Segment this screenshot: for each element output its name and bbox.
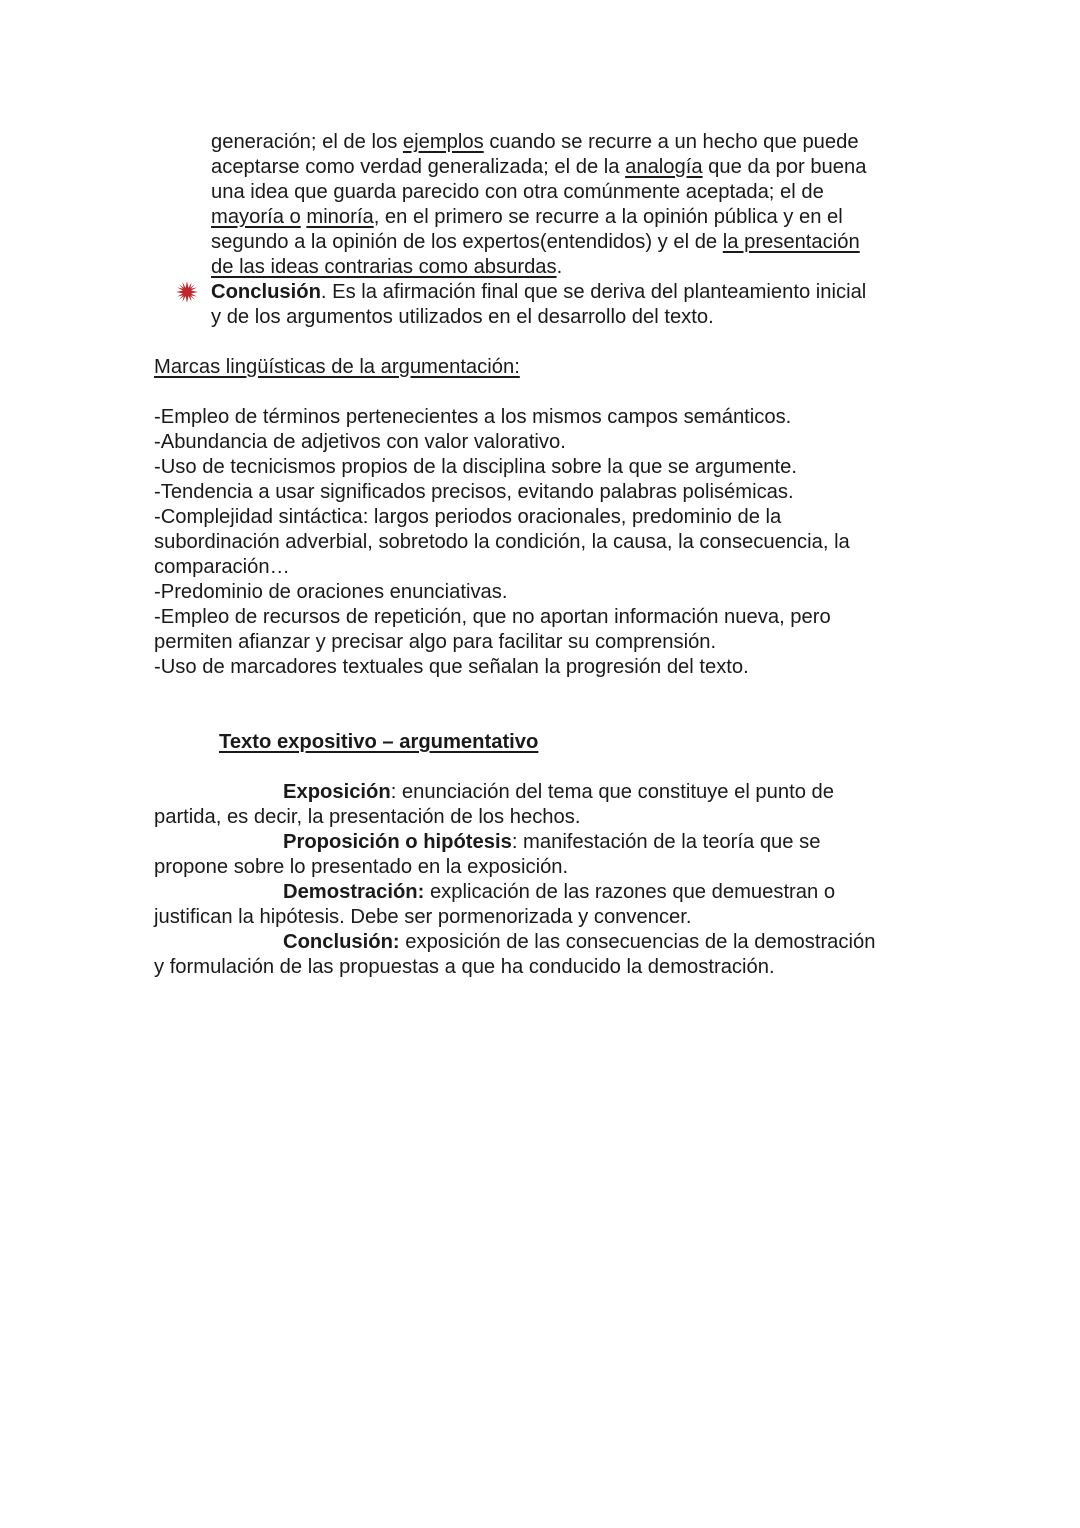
expositivo-item: Exposición: enunciación del tema que constituye el punto de (283, 781, 835, 803)
list-item: -Tendencia a usar significados precisos, evitando palabras polisémicas. (154, 481, 794, 503)
conclusion-item-continuation: y de los argumentos utilizados en el desarrollo del texto. (211, 306, 714, 328)
section-title-expositivo: Texto expositivo – argumentativo (219, 731, 539, 753)
expositivo-item: Proposición o hipótesis: manifestación de la teoría que se (283, 831, 821, 853)
list-item: -Abundancia de adjetivos con valor valorativo. (154, 431, 566, 453)
list-item: -Uso de tecnicismos propios de la disciplina sobre la que se argumente. (154, 456, 797, 478)
list-item: subordinación adverbial, sobretodo la condición, la causa, la consecuencia, la (154, 531, 850, 553)
list-item: -Uso de marcadores textuales que señalan la progresión del texto. (154, 656, 749, 678)
red-star-icon (176, 281, 198, 303)
list-item: -Complejidad sintáctica: largos periodos oracionales, predominio de la (154, 506, 782, 528)
expositivo-item-continuation: partida, es decir, la presentación de los hechos. (154, 806, 581, 828)
section-title-marcas: Marcas lingüísticas de la argumentación: (154, 356, 520, 378)
expositivo-item: Demostración: explicación de las razones que demuestran o (283, 881, 836, 903)
expositivo-item-continuation: propone sobre lo presentado en la exposición. (154, 856, 569, 878)
list-item: permiten afianzar y precisar algo para facilitar su comprensión. (154, 631, 717, 653)
intro-line: segundo a la opinión de los expertos(entendidos) y el de la presentación (211, 231, 860, 253)
expositivo-item-continuation: y formulación de las propuestas a que ha conducido la demostración. (154, 956, 775, 978)
conclusion-item: Conclusión. Es la afirmación final que se deriva del planteamiento inicial (211, 281, 867, 303)
intro-line: mayoría o minoría, en el primero se recurre a la opinión pública y en el (211, 206, 843, 228)
list-item: -Empleo de términos pertenecientes a los mismos campos semánticos. (154, 406, 792, 428)
intro-line: de las ideas contrarias como absurdas. (211, 256, 563, 278)
list-item: comparación… (154, 556, 290, 578)
expositivo-item: Conclusión: exposición de las consecuencias de la demostración (283, 931, 876, 953)
intro-line: aceptarse como verdad generalizada; el de la analogía que da por buena (211, 156, 867, 178)
list-item: -Empleo de recursos de repetición, que no aportan información nueva, pero (154, 606, 831, 628)
intro-line: generación; el de los ejemplos cuando se recurre a un hecho que puede (211, 131, 859, 153)
intro-line: una idea que guarda parecido con otra comúnmente aceptada; el de (211, 181, 824, 203)
list-item: -Predominio de oraciones enunciativas. (154, 581, 508, 603)
expositivo-item-continuation: justifican la hipótesis. Debe ser pormenorizada y convencer. (154, 906, 692, 928)
